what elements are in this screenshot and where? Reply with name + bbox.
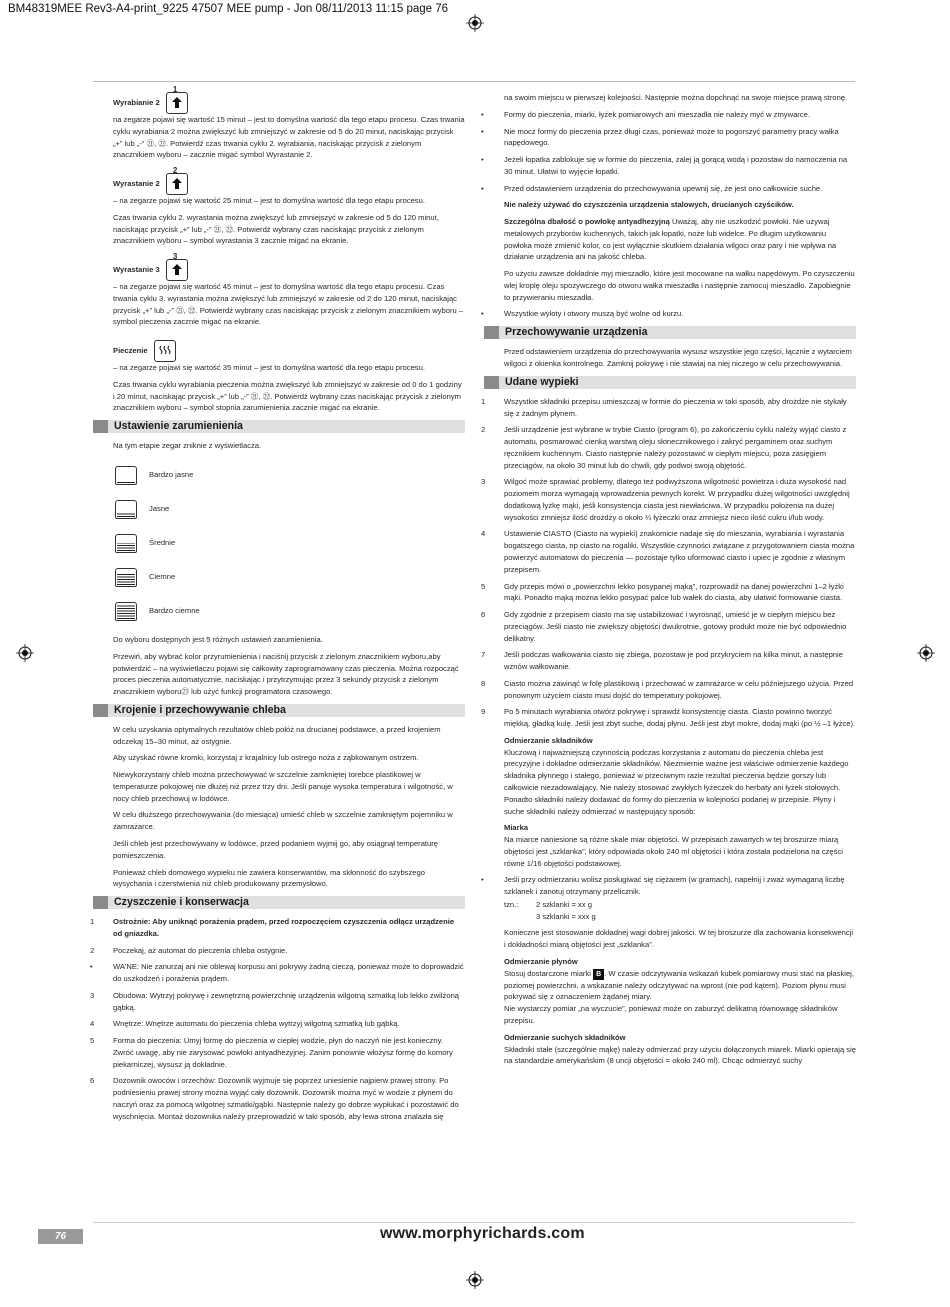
bullet-marker: • (481, 126, 484, 136)
list-text: Wszystkie wyloty i otwory muszą być wolne od kurzu. (504, 309, 684, 319)
paragraph: Nie wystarczy pomiar „na wyczucie”, ponieważ może on zaburzyć delikatną równowagę składników przepisu. (504, 1004, 838, 1025)
shade-option (115, 560, 465, 594)
bullet-marker: • (481, 875, 484, 885)
list-item (481, 476, 856, 523)
list-text: Dozownik owoców i orzechów: Dozownik wyjmuje się poprzez uniesienie najpierw prawej strony. Po podniesieniu prawej strony można wyjąć cały dozownik. Dozownik można myć w wodzie z płynem do naczyń oraz za pomocą wilgotnej szmatki/gąbki. Następnie należy go dobrze wypłukać i pozostawić do wyschnięcia. Montaż dozownika należy przeprowadzić w taki sposób, aby lewa strona znalazła się (113, 1076, 459, 1121)
heading-square (93, 420, 108, 433)
list-text: Nie mocz formy do pieczenia przez długi czas, ponieważ może to pogorszyć parametry pracy wałka napędowego. (504, 126, 839, 148)
list-marker: 7 (481, 650, 486, 660)
stage-number: 2 (172, 166, 178, 176)
heading-square (484, 376, 499, 389)
heading-text: Przechowywanie urządzenia (505, 326, 648, 339)
bread-shade-icon (115, 534, 137, 553)
list-text: Obudowa: Wytrzyj pokrywę i zewnętrzną powierzchnię urządzenia wilgotną szmatką lub lekko zwilżoną gąbką. (113, 990, 460, 1012)
list-marker: • (90, 962, 93, 972)
paragraph: Na miarce naniesione są różne skale miar objętości. W przepisach zawartych w tej broszurze miarą objętości jest „szklanka”, który odpowiada około 240 ml objętości i która została podzielona na części równe 1/16 objętości podstawowej. (504, 835, 843, 868)
section-heading-udane (484, 376, 856, 389)
stage-title: Pieczenie (113, 346, 148, 356)
list-marker: 1 (90, 917, 95, 927)
bread-shade-icon (115, 602, 137, 621)
paragraph: Ponieważ chleb domowego wypieku nie zawiera konserwantów, ma skłonność do szybszego wysychania i czerstwienia niż chleb produkowany przemysłowo. (113, 867, 425, 889)
list-item (481, 581, 856, 605)
list-item (481, 649, 856, 673)
list-item (90, 1075, 465, 1122)
paragraph: Konieczne jest stosowanie dokładnej wagi dobrej jakości. W tej broszurze dla zachowania konsekwencji i dokładności miarą objętości jest „szklanka”. (504, 928, 854, 950)
care-bullets (481, 109, 856, 195)
list-text: Po 5 minutach wyrabiania otwórz pokrywę i sprawdź konsystencję ciasta. Ciasto powinno tworzyć miękką, gładką kulę. Jeśli jest zbyt suche, dodaj płynu. Jeśli jest zbyt mokre, dodaj mąki (po ½ –1 łyżce). (504, 707, 856, 729)
shade-option (115, 594, 465, 628)
shade-option (115, 458, 465, 492)
shade-list (115, 458, 465, 628)
list-item (481, 183, 856, 195)
list-text: Formy do pieczenia, miarki, łyżek pomiarowych ani mieszadła nie należy myć w zmywarce. (504, 109, 810, 119)
list-marker: 8 (481, 678, 486, 688)
list-item (90, 961, 465, 985)
paragraph: W celu uzyskania optymalnych rezultatów chleb połóż na drucianej podstawce, a przed krojeniem odczekaj 15–30 minut, aż ostygnie. (113, 724, 441, 746)
conversion-line: 3 szklanki = xxx g (536, 911, 596, 921)
page-number: 76 (38, 1229, 83, 1244)
list-marker: 5 (481, 581, 486, 591)
list-item (481, 609, 856, 644)
warning-text: Nie należy używać do czyszczenia urządzenia stalowych, drucianych czyścików. (504, 200, 794, 210)
print-header: BM48319MEE Rev3-A4-print_9225 47507 MEE pump - Jon 08/11/2013 11:15 page 76 (8, 3, 449, 15)
list-text: Poczekaj, aż automat do pieczenia chleba ostygnie. (113, 945, 288, 955)
list-item (481, 126, 856, 150)
bread-shade-icon (115, 466, 137, 485)
list-item (481, 528, 856, 575)
registration-mark-icon (466, 1271, 484, 1289)
bullet-marker: • (481, 183, 484, 193)
list-marker: 4 (90, 1019, 95, 1029)
shade-label: Średnie (149, 538, 176, 548)
stage-wyrabianie2 (113, 85, 465, 161)
list-marker: 2 (90, 945, 95, 955)
list-marker: 6 (90, 1076, 95, 1086)
list-text: Przed odstawieniem urządzenia do przechowywania upewnij się, że jest ono całkowicie suche. (504, 183, 823, 193)
list-marker: 3 (90, 990, 95, 1000)
list-item (481, 396, 856, 420)
heading-square (484, 326, 499, 339)
stage-title: Wyrastanie 2 (113, 179, 160, 189)
list-item (481, 154, 856, 178)
list-item (481, 424, 856, 471)
conversion-example (504, 899, 856, 923)
section-heading-krojenie (93, 704, 465, 717)
list-item (481, 874, 856, 898)
heading-square (93, 896, 108, 909)
bullet-marker: • (481, 309, 484, 319)
plyny-text: Stosuj dostarczone miarki (504, 968, 594, 978)
bullet-marker: • (481, 109, 484, 119)
heading-text: Ustawienie zarumienienia (114, 420, 243, 433)
shade-label: Bardzo ciemne (149, 606, 200, 616)
list-item (90, 945, 465, 957)
paragraph: Przewiń, aby wybrać kolor przyrumienienia i naciśnij przycisk z zielonym znacznikiem wyboru,aby potwierdzić – na wyświetlaczu pojawi się całkowity zaprogramowany czas pieczenia. Można rozpocząć proces pieczenia automatycznie, naciskając i przytrzymując przez 3 sekundy przycisk z zielonym znacznikiem wyboru㉓ lub użyć funkcji programatora czasowego. (113, 651, 459, 697)
stage-text: Czas trwania cyklu wyrabiania pieczenia można zwiększyć lub zmniejszyć w zakresie od 0 do 1 godziny i 20 minut, naciskając przycisk „+” lub „-” ㉑, ㉒. Potwierdź wybrany czas naciskając przycisk z zielonym znacznikiem wyboru – symbol stopnia zarumienienia zacznie migać na ekranie. (113, 379, 462, 413)
list-text: Ciasto można zawinąć w folę plastikową i przechować w zamrażarce w celu późniejszego użycia. Przed ponownym użyciem ciasto musi dojść do temperatury pokojowej. (504, 678, 854, 700)
paragraph: W celu dłuższego przechowywania (do miesiąca) umieść chleb w szczelnie zamkniętym pojemniku w zamrażarce. (113, 810, 453, 832)
list-item (90, 916, 465, 940)
list-text: Gdy zgodnie z przepisem ciasto ma się ustabilizować i wyrosnąć, umieść je w ciepłym miejscu bez przeciągów. Jeśli ciasto nie zwiększy objętości dwukrotnie, gotowy produkt może nie być odpowiednio delikatny. (504, 610, 847, 643)
list-item (481, 678, 856, 702)
stage-number: 1 (172, 85, 178, 94)
shade-option (115, 492, 465, 526)
heading-text: Udane wypieki (505, 375, 579, 388)
subheading: Miarka (504, 823, 529, 833)
bread-shade-icon (115, 568, 137, 587)
stage-wyrastanie2 (113, 166, 465, 247)
heading-text: Krojenie i przechowywanie chleba (114, 703, 286, 716)
bullet-marker: • (481, 155, 484, 165)
list-item (90, 1035, 465, 1070)
subheading: Odmierzanie suchych składników (504, 1032, 626, 1042)
list-text: Wszystkie składniki przepisu umieszczaj w formie do pieczenia w taki sposób, aby drożdże nie stykały się z żadnym płynem. (504, 396, 847, 418)
paragraph (504, 968, 856, 1004)
trim-line (93, 1222, 855, 1223)
brand-url: www.morphyrichards.com (380, 1225, 585, 1242)
shade-label: Jasne (149, 504, 170, 514)
measure-b-badge: B (593, 969, 604, 980)
stage-title: Wyrabianie 2 (113, 98, 160, 107)
list-marker: 1 (481, 396, 486, 406)
list-item (481, 109, 856, 121)
subheading: Odmierzanie płynów (504, 956, 578, 966)
list-text: Wnętrze: Wnętrze automatu do pieczenia chleba wytrzyj wilgotną szmatką lub gąbką. (113, 1019, 400, 1029)
registration-mark-icon (466, 14, 484, 32)
stage-text: na zegarze pojawi się wartość 15 minut – jest to domyślna wartość dla tego etapu procesu. Czas trwania cyklu wyrabiania 2 można zwiększyć lub zmniejszyć w zakresie od 5 do 20 minut, naciskając przycisk „+” lub „-” ㉑, ㉒. Potwierdź czas trwania cyklu 2. wyrabiania, naciskając przycisk z zielonym znacznikiem wyboru – zacznie migać symbol Wyrastanie 2. (113, 115, 465, 160)
list-item (481, 706, 856, 730)
list-marker: 9 (481, 707, 486, 717)
list-item (90, 1018, 465, 1030)
stage-text: – na zegarze pojawi się wartość 35 minut – jest to domyślna wartość dla tego etapu procesu. (113, 363, 425, 373)
paragraph: Jeśli chleb jest przechowywany w lodówce, przed podaniem wyjmij go, aby osiągnął temperaturę pomieszczenia. (113, 838, 439, 860)
left-column (90, 85, 465, 1128)
list-marker: 6 (481, 610, 486, 620)
paragraph: Po użyciu zawsze dokładnie myj mieszadło, które jest mocowane na wałku napędowym. Po czyszczeniu wlej kroplę oleju spożywczego do otworu wałka mieszadła i następnie zamocuj mieszadło. Zapobiegnie to przywieraniu mieszadła. (504, 269, 855, 302)
stage-pieczenie (113, 340, 465, 414)
bake-heat-icon (154, 340, 176, 362)
section-heading-przechowywanie (484, 326, 856, 339)
list-item (90, 990, 465, 1014)
stage-title: Wyrastanie 3 (113, 265, 160, 275)
rise-stage-icon (166, 166, 188, 195)
paragraph: Do wyboru dostępnych jest 5 różnych ustawień zarumienienia. (113, 635, 323, 645)
bread-shade-icon (115, 500, 137, 519)
cleaning-list (90, 916, 465, 1122)
list-text: Forma do pieczenia: Umyj formę do pieczenia w ciepłej wodzie, płyn do naczyń nie jest konieczny. Zwróć uwagę, aby nie zarysować powłoki antyadhezyjnej. Zanim ponownie włożysz formę do komory piekarniczej, wysusz ją dokładnie. (113, 1036, 453, 1069)
paragraph: Aby uzyskać równe kromki, korzystaj z krajalnicy lub ostrego noża z ząbkowanym ostrzem. (113, 753, 419, 763)
list-marker: 4 (481, 529, 486, 539)
plyny-text: . W czasie odczytywania wskazań kubek pomiarowy musi stać na płaskiej, poziomej powierzchni, a wskazanie należy odczytywać na wprost (nie pod kątem). Poziom płynu musi pokrywać się z oznaczeniem żądanej miary. (504, 968, 854, 1002)
rise-stage-icon (166, 85, 188, 114)
paragraph: Niewykorzystany chleb można przechowywać w szczelnie zamkniętej torebce plastikowej w temperaturze pokojowej nie dłużej niż przez trzy dni. Jeśli panuje wysoka temperatura i wilgotność, w nocy chleb przechowuj w lodówce. (113, 770, 453, 803)
list-text: Jeśli podczas wałkowania ciasto się zbiega, pozostaw je pod przykryciem na kilka minut, a następnie wznów wałkowanie. (504, 650, 843, 672)
stage-text: Czas trwania cyklu 2. wyrastania można zwiększyć lub zmniejszyć w zakresie od 5 do 120 minut, naciskając przycisk „+” lub „-” ㉑, ㉒. Potwierdź wybrany czas naciskając przycisk z zielonym znacznikiem wyboru – symbol wyrastania 3 zacznie migać na ekranie. (113, 212, 439, 246)
list-item (481, 308, 856, 320)
list-text: Gdy przepis mówi o „powierzchni lekko posypanej mąką”, rozprowadź na danej powierzchni 1–2 łyżki mąki. Ponadto mąką można lekko posypać palce lub wałek do ciasta, aby ułatwić formowanie ciasta. (504, 581, 844, 603)
stage-text: – na zegarze pojawi się wartość 45 minut – jest to domyślna wartość dla tego etapu procesu. Czas trwania cyklu 3. wyrastania można zwiększyć lub zmniejszyć w zakresie od 2 do 120 minut, naciskając przycisk „+” lub „-” ㉑, ㉒. Potwierdź wybrany czas naciskając przycisk z zielonym znacznikiem wyboru – symbol pieczenia zacznie migać na ekranie. (113, 282, 464, 327)
shade-option (115, 526, 465, 560)
tips-list (481, 396, 856, 730)
tzn-label: tzn.: (504, 899, 519, 909)
list-text: Ostrożnie: Aby uniknąć porażenia prądem, przed rozpoczęciem czyszczenia odłącz urządzenie od gniazdka. (113, 917, 455, 938)
shade-label: Bardzo jasne (149, 470, 194, 480)
stage-number: 3 (172, 252, 178, 262)
paragraph: Kluczową i najważniejszą czynnością podczas korzystania z automatu do pieczenia chleba jest precyzyjne i dokładne odmierzanie składników. Niezmiernie ważne jest właściwe odmierzenie każdego składnika płynnego i stałego, ponieważ w przeciwnym razie rezultat pieczenia będzie gorszy lub całkowicie niezadowalający. Nie należy stosować zwykłych łyżeczek do herbaty ani łyżek stołowych. Ponadto składniki należy dodawać do formy do pieczenia w kolejności podanej w przepisie. Płyny i suche składniki należy odmierzać w następujący sposób: (504, 747, 849, 816)
list-marker: 2 (481, 425, 486, 435)
paragraph: na swoim miejscu w pierwszej kolejności. Następnie można dopchnąć na swoje miejsce prawą stronę. (504, 93, 848, 102)
conversion-line: 2 szklanki = xx g (536, 899, 592, 909)
paragraph: Składniki stałe (szczególnie mąkę) należy odmierzać przy użyciu dołączonych miarek. Miarki opierają się na standardzie amerykańskim (8 uncji objętości = około 240 ml). Chcąc odmierzyć suchy (504, 1044, 856, 1066)
heading-text: Czyszczenie i konserwacja (114, 896, 249, 909)
right-column (481, 92, 856, 1072)
heading-square (93, 704, 108, 717)
list-marker: 5 (90, 1036, 95, 1046)
section-intro: Na tym etapie zegar zniknie z wyświetlacza. (113, 441, 262, 451)
section-heading-czyszczenie (93, 896, 465, 909)
subheading: Odmierzanie składników (504, 735, 593, 745)
shade-label: Ciemne (149, 572, 176, 582)
rise-stage-icon (166, 252, 188, 281)
list-text: Ustawienie CIASTO (Ciasto na wypieki) znakomicie nadaje się do mieszania, wyrabiania i wyrastania bogatszego ciasta, np ciasto na rogaliki. Wszystkie czynności związane z przygotowaniem ciasta można powierzyć automatowi do pieczenia — pozostaje tylko uformować ciasto i upiec je zgodnie z własnym przepisem. (504, 529, 855, 574)
list-text: Jeżeli łopatka zablokuje się w formie do pieczenia, zalej ją gorącą wodą i pozostaw do namoczenia na 30 minut. Ułatwi to wyjęcie łopatki. (504, 155, 848, 176)
care-title: Szczególna dbałość o powłokę antyadhezyjną (504, 217, 670, 227)
registration-mark-icon (917, 644, 935, 662)
list-marker: 3 (481, 477, 486, 487)
paragraph (504, 216, 856, 263)
stage-text: – na zegarze pojawi się wartość 25 minut – jest to domyślna wartość dla tego etapu procesu. (113, 196, 425, 206)
stage-wyrastanie3 (113, 252, 465, 328)
section-heading-ustawienie (93, 420, 465, 433)
list-text: Wilgoć może sprawiać problemy, dlatego też podwyższona wilgotność powietrza i duża wysokość nad poziomem morza wymagają wprowadzenia pewnych korekt. W przypadku dużej wilgotności uwzględnij dodatkową łyżkę mąki, jeśli konsystencja ciasta jest niewłaściwa. W przypadku położenia na dużej wysokości zmniejsz ilość drożdży o około ¼ łyżeczki oraz zmniejsz nieco ilość cukru i/lub wody. (504, 477, 850, 522)
weight-bullet (481, 874, 856, 898)
list-text: Jeśli przy odmierzaniu wolisz posługiwać się ciężarem (w gramach), napełnij i zważ wymaganą liczbę szklanek i zanotuj otrzymany przelicznik. (504, 875, 845, 897)
list-text: Jeśli urządzenie jest wybrane w trybie Ciasto (program 6), po zakończeniu cyklu należy wyjąć ciasto z automatu, posmarować cienką warstwą oleju słonecznikowego i zakryć pergaminem oraz suchym ręcznikiem kuchennym. Ciasto następnie należy pozostawić w ciepłym miejscu, poza zasięgiem przeciągów, na około 30 minut lub do chwili, gdy podwoi swoją objętość. (504, 425, 847, 470)
trim-line (93, 81, 855, 82)
list-text: WA'NE: Nie zanurzaj ani nie oblewaj korpusu ani pokrywy żadną cieczą, ponieważ może to doprowadzić do uszkodzeń i porażenia prądem. (113, 962, 464, 984)
care-text: Uważaj, aby nie uszkodzić powłoki. Nie używaj metalowych przyborów kuchennych, takich jak łopatki, noże lub widelce. Po długim użytkowaniu powłoka może zmienić kolor, co jest wyłącznie skutkiem działania wilgoci oraz pary i nie wpływa na działanie urządzenia ani na jakość chleba. (504, 217, 837, 262)
paragraph: Przed odstawieniem urządzenia do przechowywania wysusz wszystkie jego części, łącznie z wytarciem wilgoci z okienka kontrolnego. Zamknij pokrywę i nie stawiaj na niej niczego w celu przechowywania. (504, 347, 852, 369)
care-bullets-2 (481, 308, 856, 320)
registration-mark-icon (16, 644, 34, 662)
